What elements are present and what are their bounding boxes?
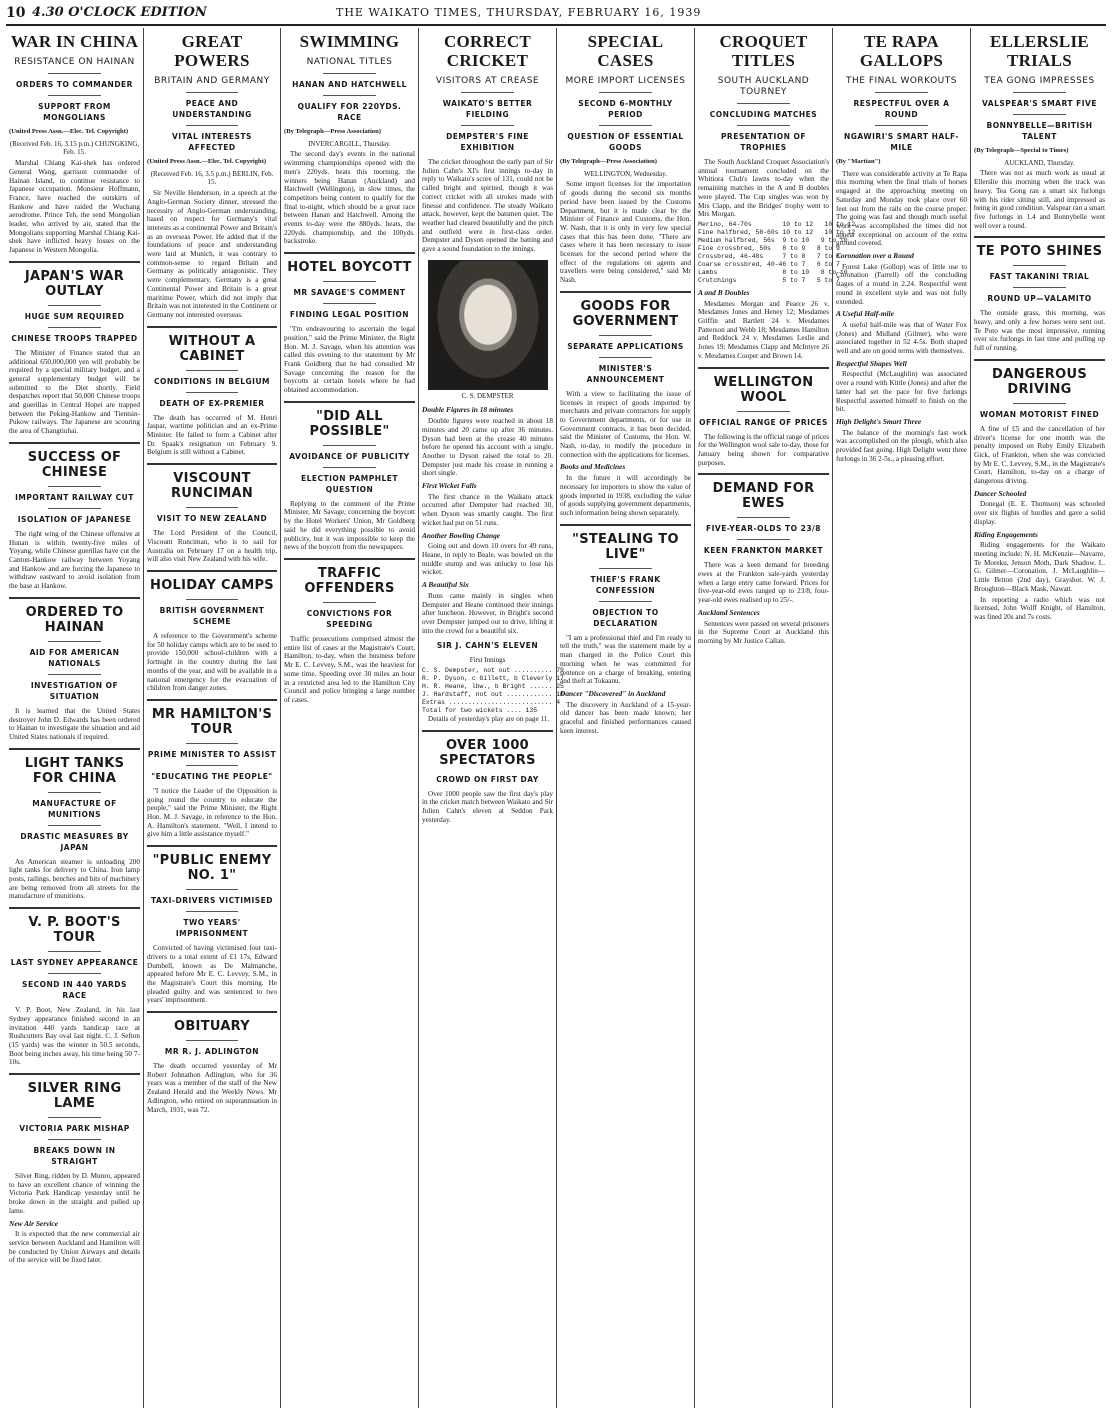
section-divider bbox=[147, 463, 277, 465]
section-subhead: "EDUCATING THE PEOPLE" bbox=[151, 771, 273, 781]
dateline: (Received Feb. 16, 3.5 p.m.) BERLIN, Feb. 15. bbox=[150, 169, 274, 187]
article-body: Sir Neville Henderson, in a speech at the Anglo-German Society dinner, stressed the necessity of Anglo-German understanding, based on respect for Germany's vital interests as a continental Power and Britain's as an overseas Power. He added that if the foundations of peace and understanding were laid at Munich, it was contrary to common-sense to regard Britain and Germany as politically antagonistic. They were complementary. Germany is a great Continental Power and Britain is a great maritime Power, which did not imply that Britain was not interested in the Continent or Germany not interested overseas. bbox=[147, 189, 277, 319]
section-body: Sentences were passed on several prisoners in the Supreme Court at Auckland this morning by Mr Justice Callan. bbox=[698, 619, 829, 645]
divider-rule bbox=[48, 486, 100, 487]
subheadline: QUESTION OF ESSENTIAL GOODS bbox=[567, 132, 684, 152]
section-body: An American steamer is unloading 200 light tanks for delivery to China. Iron lamp posts, railings, benches and bits of machinery are being removed from all streets for the manufacture of munitions. bbox=[9, 857, 140, 901]
divider-rule bbox=[875, 125, 927, 126]
divider-rule bbox=[599, 125, 651, 126]
subheadline: RESPECTFUL OVER A ROUND bbox=[853, 99, 950, 119]
paper-dateline: THE WAIKATO TIMES, THURSDAY, FEBRUARY 16, 1939 bbox=[336, 6, 702, 19]
section-divider bbox=[560, 524, 691, 526]
section-divider bbox=[9, 1073, 140, 1075]
divider-rule bbox=[186, 599, 238, 600]
divider-rule bbox=[599, 601, 651, 602]
dateline: AUCKLAND, Thursday. bbox=[1004, 158, 1075, 167]
column-7 bbox=[832, 28, 970, 1408]
wool-price-row: Crutchings 5 to 7 5 to 7 bbox=[698, 276, 840, 284]
subheadline: DEMPSTER'S FINE EXHIBITION bbox=[446, 132, 529, 152]
divider-rule bbox=[48, 508, 100, 509]
section-body: The following is the official range of prices for the Wellington wool sale to-day, those for January being shown for comparative purposes. bbox=[698, 432, 830, 467]
divider-rule bbox=[186, 911, 238, 912]
section-body: Runs came mainly in singles when Dempster and Heane continued their innings after luncheon. However, in Bright's second over Dempster jumped out to drive, lifting it into the crowd for a beautiful six. bbox=[422, 591, 553, 635]
section-crosshead: A and B Doubles bbox=[698, 287, 750, 297]
section-body: "I notice the Leader of the Opposition is going round the country to educate the people," said the Prime Minister, the Right Hon. M. J. Savage, in reference to the Hon. A. Hamilton's statement. "Well, I intend to give him a little assistance myself." bbox=[147, 786, 277, 839]
scorecard-row: H. R. Heane, lbw., b Bright ...... 25 bbox=[422, 683, 564, 691]
section-divider bbox=[698, 367, 829, 369]
subheadline: SUPPORT FROM MONGOLIANS bbox=[38, 102, 111, 122]
section-body: A useful half-mile was that of Water Fox (Jones) and Midland (Gilmer), who were associated together in 52 4-5s. Both shaped well and are on good terms with themselves. bbox=[836, 320, 967, 356]
column-6 bbox=[694, 28, 856, 1408]
divider-rule bbox=[737, 539, 789, 540]
scorecard-total: Total for two wickets .... 135 bbox=[422, 707, 538, 715]
section-subhead: CROWD ON FIRST DAY bbox=[436, 774, 539, 784]
section-subhead: BRITISH GOVERNMENT SCHEME bbox=[159, 605, 265, 626]
section-body: Replying to the comment of the Prime Minister, Mr Savage, concerning the boycott by the Hotel Workers' Union, Mr Goldberg said he did everything possible to avoid publicity, but it was impossible to keep the news of the boycott from the newspapers. bbox=[284, 499, 415, 552]
dateline: (Received Feb. 16, 3.15 p.m.) CHUNGKING, Feb. 15. bbox=[9, 139, 140, 157]
subheadline: VISITORS AT CREASE bbox=[435, 76, 540, 86]
column-8 bbox=[970, 28, 1108, 1408]
subheadline: ORDERS TO COMMANDER bbox=[16, 80, 133, 89]
section-headline: JAPAN'S WAR OUTLAY bbox=[24, 268, 125, 299]
subheadline: NATIONAL TITLES bbox=[306, 57, 393, 67]
section-subhead: FAST TAKANINI TRIAL bbox=[989, 272, 1090, 282]
divider-rule bbox=[48, 1139, 100, 1140]
section-crosshead: New Air Service bbox=[9, 1218, 58, 1228]
article-body: Some import licenses for the importation of goods during the second six months period have been issued by the Customs Department, but it is made clear by the Minister of Finance and Customs, the Hon. W. Nash, that it is only in very few special cases that this has been done. "There are cases where it has been necessary to issue licenses for the second period where the effect of the regulations on agents and travellers were being considered," said Mr Nash. bbox=[560, 180, 691, 285]
divider-rule bbox=[599, 568, 651, 569]
section-subhead: AVOIDANCE OF PUBLICITY bbox=[289, 451, 410, 461]
subheadline: VITAL INTERESTS AFFECTED bbox=[172, 132, 252, 152]
divider-rule bbox=[599, 357, 651, 358]
section-body: There was a keen demand for breeding ewes at the Frankton sale-yards yesterday when a large entry came forward. Prices for five-year-old ewes ranged up to 23/8, four-year-old ewes realised up to 25/-. bbox=[698, 561, 829, 605]
section-subhead: DRASTIC MEASURES BY JAPAN bbox=[20, 831, 129, 852]
subheadline: PEACE AND UNDERSTANDING bbox=[172, 99, 252, 119]
section-body: The Lord President of the Council, Viscount Runciman, who is to sail for Australia on February 17 on a health trip, will also visit New Zealand with his wife. bbox=[147, 529, 277, 564]
divider-rule bbox=[186, 889, 238, 890]
section-headline: HOTEL BOYCOTT bbox=[287, 260, 412, 276]
headline: CROQUET TITLES bbox=[719, 32, 808, 70]
section-body: Going out and down 10 overs for 49 runs, Heane, in reply to Beale, was bowled on the middle stump and was unlucky to lose his wicket. bbox=[422, 542, 553, 577]
divider-rule bbox=[48, 825, 100, 826]
column-2 bbox=[143, 28, 280, 1408]
section-headline: "STEALING TO LIVE" bbox=[572, 531, 679, 562]
divider-rule bbox=[875, 92, 927, 93]
subheadline: BONNYBELLE—BRITISH TALENT bbox=[986, 121, 1093, 141]
section-body: Forest Lake (Gollop) was of little use to Coronation (Farrell) off the concluding stages of a round in 2.24. Respectful went round in excellent style and was not fully extended. bbox=[836, 262, 967, 306]
subheadline: PRESENTATION OF TROPHIES bbox=[720, 132, 807, 152]
wool-price-row: Crossbred, 46-48s 7 to 8 7 to 8 bbox=[698, 252, 840, 260]
scorecard-note: Details of yesterday's play are on page 11. bbox=[428, 715, 550, 724]
section-subhead: ISOLATION OF JAPANESE bbox=[17, 514, 132, 524]
subheadline: SECOND 6-MONTHLY PERIOD bbox=[578, 99, 673, 119]
section-body: The death occurred yesterday of Mr Robert Johnathon Adlington, who for 36 years was a member of the staff of the New Zealand Herald and the Weekly News. Mr Adlington, who retired on superannuation in March, 1931, was 72. bbox=[147, 1062, 277, 1114]
divider-rule bbox=[599, 335, 651, 336]
wool-price-row: Merino, 64-70s 10 to 12 10 to 12 bbox=[698, 220, 856, 228]
section-body: The discovery in Auckland of a 15-year-old dancer has been made known; her graceful and finished performances caused keen interest. bbox=[560, 700, 691, 735]
section-divider bbox=[9, 907, 140, 909]
wool-price-row: Lambs 8 to 10 8 to 10 bbox=[698, 268, 848, 276]
article-body: The second day's events in the national swimming championships opened with the men's 220yds. heats this morning, the winners being Hanan (Auckland) and Hatchwell (Wellington), in slow times, the competitors being content to qualify for the final to-night, which should be a great race between Hanan and Hatchwell. Among the events to-day were the 880yds. heats, the 220yds. championship, and the 100yds. backstroke. bbox=[284, 150, 415, 246]
section-headline: DEMAND FOR EWES bbox=[712, 481, 815, 512]
column-4 bbox=[418, 28, 564, 1408]
divider-rule bbox=[323, 281, 375, 282]
section-divider bbox=[147, 326, 277, 328]
subheadline: WAIKATO'S BETTER FIELDING bbox=[442, 99, 533, 119]
divider-rule bbox=[186, 92, 238, 93]
section-subhead: TAXI-DRIVERS VICTIMISED bbox=[150, 896, 274, 906]
divider-rule bbox=[323, 95, 375, 96]
photo-caption: C. S. DEMPSTER bbox=[461, 391, 514, 400]
divider-rule bbox=[186, 370, 238, 371]
section-crosshead: Dancer Schooled bbox=[974, 488, 1027, 498]
subheadline: NGAWIRI'S SMART HALF-MILE bbox=[843, 132, 960, 152]
column-5 bbox=[556, 28, 694, 1408]
divider-rule bbox=[461, 92, 513, 93]
divider-rule bbox=[461, 125, 513, 126]
section-headline: SILVER RING LAME bbox=[27, 1081, 122, 1112]
section-headline: LIGHT TANKS FOR CHINA bbox=[24, 755, 125, 786]
wire-credit: (By Telegraph—Press Association) bbox=[284, 128, 381, 135]
section-subhead: MANUFACTURE OF MUNITIONS bbox=[32, 798, 117, 819]
section-body: The death has occurred of M. Henri Jaspar, wartime politician and an ex-Prime Minister. He failed to form a Cabinet after Dr. Spaak's resignation on February 9. Belgium is still without a Cabinet. bbox=[147, 413, 277, 457]
divider-rule bbox=[1013, 403, 1065, 404]
section-body: The Minister of Finance stated that an additional 650,000,000 yen will probably be required by a special military budget, and a general supplementary budget will be submitted to the Diet shortly. Field despatches report that 50,000 Chinese troops and guerillas in Central Hopei are trapped between the Peking-Hankow and Tientsin-Pukow railways. The Japanese are scouring the area of Changtiuhai. bbox=[9, 348, 140, 436]
section-body: In reporting a radio which was not licensed, John Wolff Knight, of Hamilton, was fined 20s and 7s costs. bbox=[974, 595, 1105, 621]
article-body: The cricket throughout the early part of Sir Julien Cahn's XI's first innings to-day in reply to Waikato's score of 131, could not be called bright and spirited, though it was correct cricket with all strokes made with finesse and confidence. The steady Waikato attack, however, kept the batsmen quiet. The weather had cleared beautifully and the pitch and outfield were in first-class order. Dempster and Dyson opened the batting and gave a sound foundation to the innings. bbox=[422, 158, 553, 254]
headline: WAR IN CHINA bbox=[10, 32, 139, 51]
section-headline: MR HAMILTON'S TOUR bbox=[151, 706, 273, 737]
wool-price-row: Coarse crossbred, 40-46 to 7 6 to 7 bbox=[698, 260, 840, 268]
section-divider bbox=[147, 845, 277, 847]
divider-rule bbox=[323, 73, 375, 74]
section-divider bbox=[284, 401, 415, 403]
section-body: Mesdames Morgan and Pearce 26 v. Mesdames Jones and Heney 12; Mesdames Griffin and Bartlett 24 v. Mesdames Patterson and Webb 18; Mesdames Hamilton and Reddock 24 v. Mesdames Leslie and Jones 19; Mesdames Clapp and McIntyre 26 v. Mesdames Cooper and Brown 14. bbox=[698, 299, 829, 360]
wire-credit: (By Telegraph—Press Association) bbox=[560, 158, 657, 165]
divider-rule bbox=[737, 411, 789, 412]
section-subhead: SECOND IN 440 YARDS RACE bbox=[22, 980, 127, 1001]
section-body: Respectful (McLaughlin) was associated over a round with Kittle (Jones) and after the latter had set the pace for five furlongs Respectful asserted himself to finish on the bit. bbox=[836, 370, 967, 414]
section-subhead: MR R. J. ADLINGTON bbox=[164, 1047, 260, 1057]
section-body: V. P. Boot, New Zealand, in his last Sydney appearance finished second in an invitation 440 yards handicap race at Rushcutters Bay oval last night. C. J. Sefton (15 yards) was the winner in 50.5 seconds, Boot being inches away, his time being 50 7-10s. bbox=[9, 1006, 140, 1067]
section-subhead: BREAKS DOWN IN STRAIGHT bbox=[33, 1146, 116, 1167]
section-crosshead: Coronation over a Round bbox=[836, 251, 914, 261]
section-headline: OVER 1000 SPECTATORS bbox=[439, 737, 536, 768]
headline: SPECIAL CASES bbox=[587, 32, 664, 70]
section-divider bbox=[974, 236, 1105, 238]
subheadline: BRITAIN AND GERMANY bbox=[154, 76, 270, 86]
dateline: WELLINGTON, Wednesday. bbox=[584, 169, 667, 178]
section-body: Donegal (E. E. Thomson) was schooled over six flights of hurdles and gave a solid display. bbox=[974, 500, 1105, 526]
divider-rule bbox=[599, 92, 651, 93]
section-crosshead: A Useful Half-mile bbox=[836, 309, 894, 319]
headline: CORRECT CRICKET bbox=[443, 32, 532, 70]
wire-credit: (By "Martian") bbox=[836, 158, 881, 165]
section-subhead: CONDITIONS IN BELGIUM bbox=[153, 376, 271, 386]
section-body: In the future it will accordingly be necessary for importers to show the value of goods imported in 1938, excluding the value of goods supplying government departments, such information being shown separately. bbox=[560, 474, 691, 517]
section-body: The balance of the morning's fast work was accomplished on the plough, which also provided fast going. High Delight went three furlongs in 36 2-5s., a pleasing effort. bbox=[836, 428, 967, 463]
divider-rule bbox=[48, 73, 100, 74]
section-subhead: THIEF'S FRANK CONFESSION bbox=[590, 574, 661, 595]
section-crosshead: Books and Medicines bbox=[560, 462, 626, 472]
section-headline: WELLINGTON WOOL bbox=[713, 374, 814, 405]
headline: ELLERSLIE TRIALS bbox=[989, 32, 1090, 70]
section-headline: V. P. BOOT'S TOUR bbox=[28, 915, 121, 946]
section-crosshead: Riding Engagements bbox=[974, 529, 1038, 539]
section-headline: OBITUARY bbox=[174, 1019, 250, 1035]
divider-rule bbox=[323, 467, 375, 468]
portrait-photo bbox=[428, 260, 548, 390]
section-crosshead: Auckland Sentences bbox=[698, 607, 760, 617]
section-divider bbox=[974, 359, 1105, 361]
headline: SWIMMING bbox=[299, 32, 400, 51]
column-1 bbox=[6, 28, 143, 1408]
section-headline: "PUBLIC ENEMY NO. 1" bbox=[152, 853, 272, 884]
wire-credit: (United Press Assn.—Elec. Tel. Copyright) bbox=[9, 128, 129, 135]
section-subhead: LAST SYDNEY APPEARANCE bbox=[10, 958, 139, 968]
section-crosshead: Dancer "Discovered" in Auckland bbox=[560, 688, 666, 698]
section-body: It is learned that the United States destroyer John D. Edwards has been ordered to Hainan to investigate the situation and aid United States nationals if required. bbox=[9, 706, 140, 741]
article-body: The South Auckland Croquet Association's annual tournament concluded on the Whitiora Club's lawns to-day when the remaining matches in the A and B doubles were played. The Cup singles was won by Mrs Clapp, and the Bridges' trophy went to Mrs Morgan. bbox=[698, 158, 829, 219]
section-divider bbox=[9, 597, 140, 599]
section-subhead: INVESTIGATION OF SITUATION bbox=[30, 680, 119, 701]
section-headline: HOLIDAY CAMPS bbox=[150, 577, 274, 593]
divider-rule bbox=[323, 445, 375, 446]
subheadline: RESISTANCE ON HAINAN bbox=[14, 57, 135, 67]
article-body: There was not as much work as usual at Ellerslie this morning when the track was heavy. Tea Gong ran a smart six furlongs with his rider sitting still, and impressed as being in good condition. Valspear ran a smart five furlongs in 1.4 and Bonnybelle went well over a round. bbox=[974, 169, 1105, 230]
subheadline: QUALIFY FOR 220YDS. RACE bbox=[297, 102, 402, 122]
section-body: Silver Ring, ridden by D. Munro, appeared to have an excellent chance of winning the Victoria Park Handicap yesterday until he broke down in the straight and pulled up lame. bbox=[9, 1172, 140, 1215]
divider-rule bbox=[1013, 92, 1065, 93]
section-subhead: VICTORIA PARK MISHAP bbox=[19, 1124, 130, 1134]
wool-price-row: Fine halfbred, 58-60s 10 to 12 10 to 12 bbox=[698, 228, 856, 236]
wool-price-row: Medium halfbred, 56s 9 to 10 9 to 10 bbox=[698, 236, 848, 244]
scorecard-subtitle: First Innings bbox=[469, 656, 506, 665]
section-crosshead: Another Bowling Change bbox=[422, 530, 501, 540]
section-subhead: OBJECTION TO DECLARATION bbox=[592, 607, 659, 628]
newspaper-columns bbox=[6, 28, 1108, 1408]
section-crosshead: High Delight's Smart Three bbox=[836, 416, 922, 426]
section-divider bbox=[422, 730, 553, 732]
section-subhead: TWO YEARS' IMPRISONMENT bbox=[175, 918, 249, 939]
wire-credit: (United Press Assn.—Elec. Tel. Copyright) bbox=[147, 158, 267, 165]
section-body: "I'm endeavouring to ascertain the legal position," said the Prime Minister, the Right Hon. M. J. Savage, when his attention was called this evening to the statement by Mr Frank Goldberg that he had consulted Mr Savage concerning the reason for the boycotts at certain hotels where he had obtained accommodation. bbox=[284, 325, 415, 395]
section-headline: WITHOUT A CABINET bbox=[168, 333, 256, 364]
edition-label: 4.30 O'CLOCK EDITION bbox=[32, 5, 207, 20]
section-subhead: MR SAVAGE'S COMMENT bbox=[293, 288, 406, 298]
section-body: Traffic prosecutions comprised almost the entire list of cases at the Magistrate's Court, Hamilton, to-day, when the business before Mr E. C. Levvey, S.M., was the heaviest for some time. Speeding over 30 miles an hour in a restricted area led to the Hamilton City Council and police bringing a large number of cases. bbox=[284, 634, 415, 704]
section-subhead: PRIME MINISTER TO ASSIST bbox=[147, 749, 277, 759]
scorecard-row: J. Hardstaff, not out ............ 10 bbox=[422, 691, 564, 699]
divider-rule bbox=[323, 602, 375, 603]
divider-rule bbox=[186, 1040, 238, 1041]
subheadline: VALSPEAR'S SMART FIVE bbox=[982, 99, 1097, 108]
article-body: Marshal Chiang Kai-shek has ordered General Wang, garrison commander of Hainan Island, to continue resistance to Japanese occupation. Monsieur Hoffmann, France, have reached the outskirts of Hankow and have raided the Wuchang aerodrome. Prince Teh, the send Mongolian leader, who arrived by air, stated that the Mongolians supporting Marshal Chiang Kai-shek have inflicted heavy losses on the Japanese in Western Mongolia. bbox=[9, 159, 140, 255]
section-subhead: HUGE SUM REQUIRED bbox=[24, 311, 125, 321]
section-divider bbox=[284, 558, 415, 560]
divider-rule bbox=[48, 792, 100, 793]
dateline: INVERCARGILL, Thursday. bbox=[308, 139, 391, 148]
section-divider bbox=[9, 261, 140, 263]
divider-rule bbox=[48, 641, 100, 642]
section-divider bbox=[147, 1011, 277, 1013]
divider-rule bbox=[186, 507, 238, 508]
section-headline: DANGEROUS DRIVING bbox=[992, 366, 1087, 397]
section-divider bbox=[698, 473, 829, 475]
masthead bbox=[6, 2, 1106, 26]
section-body: Double figures were reached in about 18 minutes and 20 came up after 36 minutes. Dyson had been at the crease 40 minutes before he opened his account with a single. Another to Dyson raised the total to 20. Dempster just made his crease in running a short single. bbox=[422, 417, 553, 478]
section-headline: ORDERED TO HAINAN bbox=[25, 604, 124, 635]
section-body: Convicted of having victimised four taxi-drivers to a total extent of £1 17s, Edward Dumbell, known as De Malmanche, appeared before Mr E. C. Levvey, S.M., in the Magistrate's Court this morning. He pleaded guilty and was sentenced to two years' imprisonment. bbox=[147, 944, 277, 1005]
subheadline: SOUTH AUCKLAND TOURNEY bbox=[717, 76, 810, 97]
section-subhead: ROUND UP—VALAMITO bbox=[987, 294, 1092, 304]
divider-rule bbox=[186, 125, 238, 126]
divider-rule bbox=[737, 517, 789, 518]
section-subhead: FIVE-YEAR-OLDS TO 23/8 bbox=[706, 524, 821, 534]
section-crosshead: Respectful Shapes Well bbox=[836, 358, 907, 368]
section-body: Riding engagements for the Waikato meeting include: N. H. McKenzie—Navarre, Te Moreku, Jenson Moth, Dark Shadow. L. G. Gilmer—Coronation. J. McLaughlin—Little Briton (2nd day), Grayshot. W. J. Broughton—Black Mask, Nawatt. bbox=[974, 541, 1105, 593]
divider-rule bbox=[48, 95, 100, 96]
divider-rule bbox=[323, 303, 375, 304]
scorecard-row: C. S. Dempster, not out .......... 79 bbox=[422, 667, 564, 675]
section-headline: GOODS FOR GOVERNMENT bbox=[572, 298, 679, 329]
section-headline: TE POTO SHINES bbox=[976, 244, 1103, 260]
divider-rule bbox=[1013, 114, 1065, 115]
scorecard-title: SIR J. CAHN'S ELEVEN bbox=[436, 641, 539, 651]
headline: GREAT POWERS bbox=[174, 32, 250, 70]
section-body: "I am a professional thief and I'm ready to tell the truth," was the statement made by a man charged in the Police Court this morning when he was committed for sentence on a charge of breaking, entering and theft at Tokaanu. bbox=[560, 633, 691, 686]
section-headline: SUCCESS OF CHINESE bbox=[27, 449, 122, 480]
subheadline: CONCLUDING MATCHES bbox=[709, 110, 818, 119]
divider-rule bbox=[737, 125, 789, 126]
section-divider bbox=[560, 291, 691, 293]
section-subhead: DEATH OF EX-PREMIER bbox=[159, 398, 265, 408]
headline: TE RAPA GALLOPS bbox=[859, 32, 944, 70]
section-divider bbox=[147, 570, 277, 572]
section-subhead: WOMAN MOTORIST FINED bbox=[979, 409, 1100, 419]
section-body: It is expected that the new commercial air service between Auckland and Hamilton will be conducted by Union Airways and details of the service will be fixed later. bbox=[9, 1230, 140, 1265]
wool-price-row: Fine crossbred, 50s 8 to 9 8 to 9 bbox=[698, 244, 840, 252]
subheadline: MORE IMPORT LICENSES bbox=[565, 76, 686, 86]
divider-rule bbox=[186, 765, 238, 766]
subheadline: TEA GONG IMPRESSES bbox=[984, 76, 1095, 86]
section-crosshead: A Beautiful Six bbox=[422, 580, 469, 590]
section-body: Over 1000 people saw the first day's play in the cricket match between Waikato and Sir Julien Cahn's eleven at Seddon Park yesterday. bbox=[422, 789, 553, 824]
scorecard-row: R. P. Dyson, c Gillett, b Cleverly 17 bbox=[422, 675, 564, 683]
divider-rule bbox=[186, 392, 238, 393]
divider-rule bbox=[1013, 287, 1065, 288]
section-headline: TRAFFIC OFFENDERS bbox=[304, 565, 395, 596]
section-subhead: KEEN FRANKTON MARKET bbox=[703, 546, 824, 556]
divider-rule bbox=[186, 743, 238, 744]
section-subhead: CONVICTIONS FOR SPEEDING bbox=[306, 608, 393, 629]
section-crosshead: First Wicket Falls bbox=[422, 481, 477, 491]
page-number: 10 bbox=[6, 5, 26, 21]
wire-credit: (By Telegraph—Special to Times) bbox=[974, 147, 1069, 154]
section-subhead: CHINESE TROOPS TRAPPED bbox=[11, 333, 138, 343]
divider-rule bbox=[48, 1117, 100, 1118]
section-subhead: ELECTION PAMPHLET QUESTION bbox=[300, 473, 399, 494]
divider-rule bbox=[48, 327, 100, 328]
section-divider bbox=[9, 442, 140, 444]
section-divider bbox=[147, 699, 277, 701]
section-subhead: AID FOR AMERICAN NATIONALS bbox=[29, 647, 120, 668]
section-subhead: FINDING LEGAL POSITION bbox=[289, 310, 410, 320]
divider-rule bbox=[48, 973, 100, 974]
section-subhead: VISIT TO NEW ZEALAND bbox=[156, 514, 268, 524]
divider-rule bbox=[48, 951, 100, 952]
section-body: A reference to the Government's scheme for 50 holiday camps which are to be used to provide 150,000 school-children with a fortnight in the country during the last months of the year, and will be available in a national emergency for the evacuation of children from danger zones. bbox=[147, 631, 277, 693]
section-headline: VISCOUNT RUNCIMAN bbox=[170, 471, 254, 502]
section-crosshead: Double Figures in 18 minutes bbox=[422, 405, 514, 415]
subheadline: THE FINAL WORKOUTS bbox=[846, 76, 957, 86]
divider-rule bbox=[48, 305, 100, 306]
divider-rule bbox=[737, 103, 789, 104]
section-divider bbox=[9, 748, 140, 750]
section-subhead: SEPARATE APPLICATIONS bbox=[567, 341, 684, 351]
section-body: With a view to facilitating the issue of licenses in respect of goods imported by merchants and private contractors for supply to Government departments, or for use in Government contracts, it has been decided, said the Minister of Customs, the Hon. W. Nash, to-day, to modify the procedure in connection with the applications for licenses. bbox=[560, 389, 691, 459]
scorecard-row: Extras ........................... 4 bbox=[422, 699, 561, 707]
column-3 bbox=[280, 28, 418, 1408]
subheadline: HANAN AND HATCHWELL bbox=[292, 80, 407, 89]
section-body: The outside grass, this morning, was heavy, and only a few horses were sent out. Te Poto was the most impressive, running over six furlongs in fast time and pulling up full of running. bbox=[974, 309, 1105, 353]
divider-rule bbox=[1013, 265, 1065, 266]
section-subhead: IMPORTANT RAILWAY CUT bbox=[15, 492, 134, 502]
article-body: There was considerable activity at Te Rapa this morning when the final trials of horses engaged at the approaching meeting on Saturday and Monday took place over 60 feet out from the rails on the course proper. The going was fast and though much useful work was accomplished the times did not appear exceptional on account of the extra ground covered. bbox=[836, 169, 967, 248]
divider-rule bbox=[48, 674, 100, 675]
section-subhead: OFFICIAL RANGE OF PRICES bbox=[699, 417, 828, 427]
section-body: A fine of £5 and the cancellation of her driver's license for one month was the penalty imposed on Ruby Emily Elizabeth Gick, of Frankton, when she was convicted by Mr E. C. Levvey, S.M., in the Magistrate's Court, Hamilton, to-day on a charge of dangerous driving. bbox=[974, 424, 1105, 486]
section-subhead: MINISTER'S ANNOUNCEMENT bbox=[586, 363, 665, 384]
section-body: The right wing of the Chinese offensive at Hunan is within twenty-five miles of Yoyang, while Chinese guerillas have cut the Canton-Hankow railway between Yoyang and Hankow and are forcing the Japanese to withdraw eastward to avoid isolation from the base at Hankow. bbox=[9, 529, 140, 591]
section-headline: "DID ALL POSSIBLE" bbox=[309, 408, 390, 439]
section-body: The first chance in the Waikato attack occurred after Dempster had reached 30, when Dyson was smartly caught. The first wicket had put on 51 runs. bbox=[422, 492, 553, 527]
section-divider bbox=[284, 252, 415, 254]
